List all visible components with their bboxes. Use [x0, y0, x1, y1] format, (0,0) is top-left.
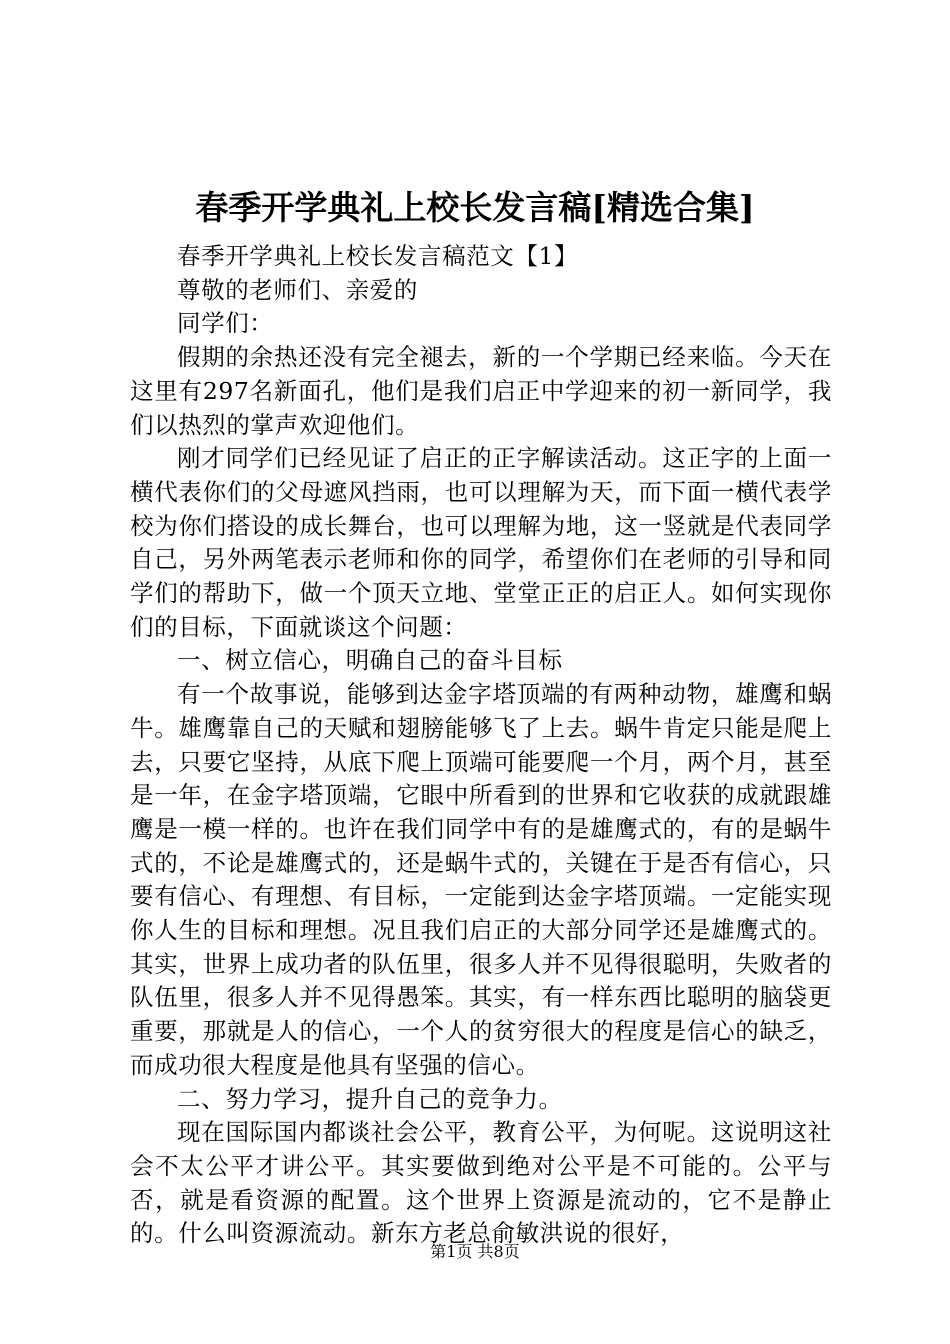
document-body — [130, 240, 832, 1251]
document-title: 春季开学典礼上校长发言稿[精选合集] — [195, 188, 755, 227]
paragraph-fairness: 现在国际国内都谈社会公平，教育公平，为何呢。这说明这社会不太公平才讲公平。其实要做到绝对公平是不可能的。公平与否，就是看资源的配置。这个世界上资源是流动的，它不是静止的。什么叫资源流动。新东方老总俞敏洪说的很好， — [130, 1118, 832, 1248]
paragraph-intro: 假期的余热还没有完全褪去，新的一个学期已经来临。今天在这里有297名新面孔，他们是我们启正中学迎来的初一新同学，我们以热烈的掌声欢迎他们。 — [130, 343, 832, 439]
paragraph-subtitle: 春季开学典礼上校长发言稿范文【1】 — [177, 242, 579, 270]
paragraph-zheng-character: 刚才同学们已经见证了启正的正字解读活动。这正字的上面一横代表你们的父母遮风挡雨，也可以理解为天，而下面一横代表学校为你们搭设的成长舞台，也可以理解为地，这一竖就是代表同学自己，另外两笔表示老师和你的同学，希望你们在老师的引导和同学们的帮助下，做一个顶天立地、堂堂正正的启正人。如何实现你们的目标，下面就谈这个问题： — [130, 444, 832, 641]
paragraph-salutation-1: 尊敬的老师们、亲爱的 — [177, 275, 418, 304]
paragraph-eagle-snail: 有一个故事说，能够到达金字塔顶端的有两种动物，雄鹰和蜗牛。雄鹰靠自己的天赋和翅膀能够飞了上去。蜗牛肯定只能是爬上去，只要它坚持，从底下爬上顶端可能要爬一个月，两个月，甚至是一年，在金字塔顶端，它眼中所看到的世界和它收获的成就跟雄鹰是一模一样的。也许在我们同学中有的是雄鹰式的，有的是蜗牛式的，不论是雄鹰式的，还是蜗牛式的，关键在于是否有信心，只要有信心、有理想、有目标，一定能到达金字塔顶端。一定能实现你人生的目标和理想。况且我们启正的大部分同学还是雄鹰式的。其实，世界上成功者的队伍里，很多人并不见得很聪明，失败者的队伍里，很多人并不见得愚笨。其实，有一样东西比聪明的脑袋更重要，那就是人的信心，一个人的贫穷很大的程度是信心的缺乏，而成功很大程度是他具有坚强的信心。 — [130, 680, 832, 1079]
paragraph-salutation-2: 同学们： — [177, 309, 274, 338]
section-heading-1: 一、树立信心，明确自己的奋斗目标 — [177, 646, 563, 675]
page-footer: 第1页 共8页 — [430, 1242, 520, 1261]
section-heading-2: 二、努力学习，提升自己的竞争力。 — [177, 1084, 563, 1113]
